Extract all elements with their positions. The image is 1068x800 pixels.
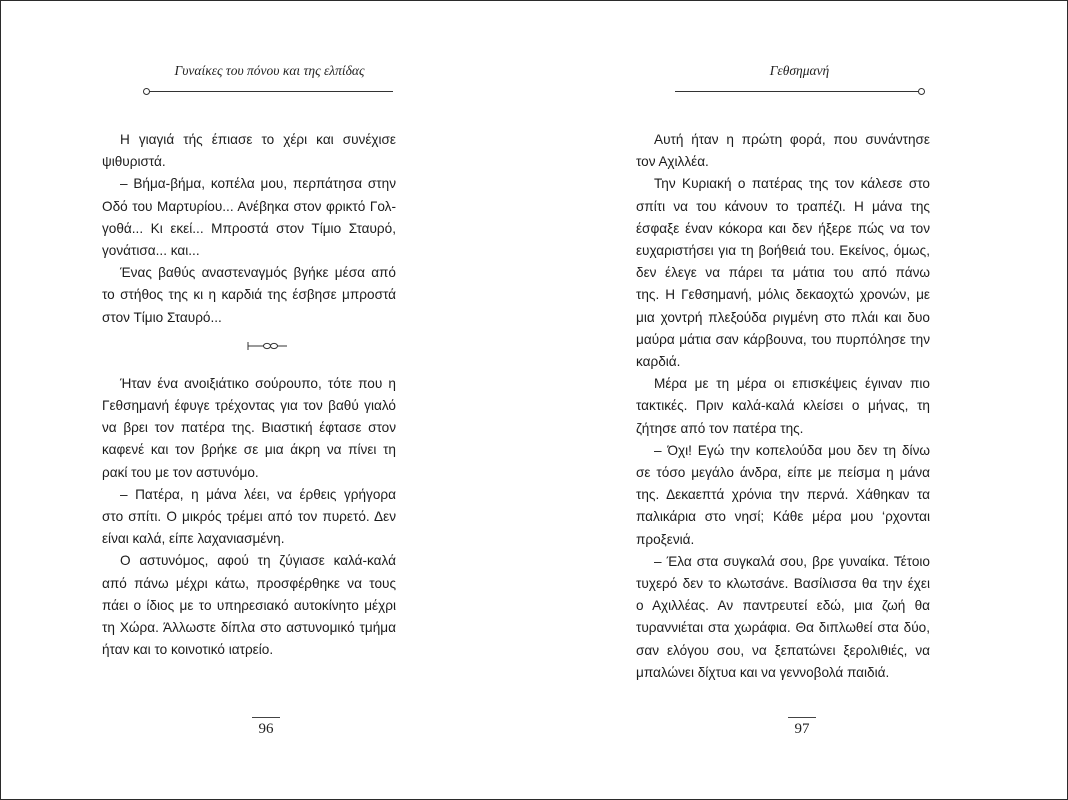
text-line: – Έλα στα συγκαλά σου, βρε γυναίκα. Τέτοιο — [654, 553, 930, 569]
running-head: Γυναίκες του πόνου και της ελπίδας — [174, 63, 365, 78]
text-line: της. Η Γεθσημανή, μόλις δεκαοχτώ χρονών, με — [636, 287, 930, 303]
text-line: στο σπίτι. Ο μικρός τρέμει από τον πυρετό. Δεν — [102, 509, 396, 525]
text-line: σε τόσο μεγάλο άνδρα, είπε με πείσμα η μάνα — [636, 465, 930, 481]
text-line: Ένας βαθύς αναστεναγμός βγήκε μέσα από — [120, 265, 396, 281]
text-line: δεν έλεγε να πάρει τα μάτια του από πάνω — [636, 265, 930, 281]
text-line: Ο αστυνόμος, αφού τη ζύγιασε καλά-καλά — [120, 553, 396, 569]
text-line: ζήτησε από τον πατέρα της. — [636, 420, 804, 436]
header-rule-line — [675, 91, 923, 92]
text-line: γονάτισα... και... — [102, 243, 200, 259]
text-line: – Πατέρα, η μάνα λέει, να έρθεις γρήγορα — [120, 486, 396, 502]
text-line: Αυτή ήταν η πρώτη φορά, που συνάντησε — [654, 132, 930, 147]
text-line: το στήθος της κι η καρδιά της έσβησε μπροστά — [102, 287, 396, 303]
body-text — [102, 129, 396, 661]
text-line: Μέρα με τη μέρα οι επισκέψεις έγιναν πιο — [654, 376, 930, 392]
footer-rule — [788, 717, 816, 718]
text-line: σαν ελόγου σου, να ξεπατώνει ξερολιθιές, να — [636, 642, 930, 658]
header-rule — [145, 87, 393, 97]
text-line: τη Χώρα. Άλλωστε δίπλα στο αστυνομικό τμήμα — [102, 620, 396, 636]
paragraph — [102, 550, 396, 661]
infinity-ornament-icon — [102, 335, 396, 357]
page-number: 97 — [794, 721, 810, 737]
paragraph — [102, 484, 396, 551]
text-line: πάει ο ίδιος με το υπηρεσιακό αυτοκίνητο μέχρι — [102, 597, 396, 613]
right-page — [534, 1, 1068, 799]
text-line: μια χοντρή πλεξούδα ριγμένη στο πλάι και δυο — [636, 309, 930, 325]
text-line: παλικάρια στο νησί; Κάθε μέρα μου ‘ρχονται — [636, 509, 930, 525]
text-line: καφενέ και τον βρήκε σε μια άκρη να πίνει τη — [102, 442, 396, 458]
page-number: 96 — [258, 721, 274, 737]
text-line: μαύρα μάτια σαν κάρβουνα, του πυρπόλησε την — [636, 331, 930, 347]
text-line: καρδιά. — [636, 354, 681, 370]
text-line: ψιθυριστά. — [102, 154, 166, 170]
paragraph — [636, 173, 930, 373]
text-line: Οδό του Μαρτυρίου... Ανέβηκα στον φρικτό Γολ- — [102, 198, 396, 214]
footer-rule — [252, 717, 280, 718]
paragraph — [636, 440, 930, 551]
text-line: Την Κυριακή ο πατέρας της τον κάλεσε στο — [654, 176, 930, 192]
text-line: ο Αχιλλέας. Αν παντρευτεί εδώ, μια ζωή θα — [636, 598, 930, 614]
text-line: της. Δεκαεπτά χρόνια την περνά. Χάθηκαν τα — [636, 487, 930, 503]
paragraph — [636, 551, 930, 684]
left-page — [1, 1, 535, 799]
text-line: έσφαξε έναν κόκορα και δεν ήξερε πώς να τον — [636, 220, 930, 236]
text-line: Γεθσημανή έφυγε τρέχοντας για τον βαθύ γιαλό — [102, 398, 396, 414]
text-line: γοθά... Κι εκεί... Μπροστά στον Τίμιο Σταυρό, — [102, 220, 396, 236]
text-line: Η γιαγιά τής έπιασε το χέρι και συνέχισε — [120, 132, 396, 147]
text-line: – Βήμα-βήμα, κοπέλα μου, περπάτησα στην — [120, 176, 396, 192]
text-line: από πάνω μέχρι κάτω, προσφέρθηκε να τους — [102, 575, 396, 591]
text-line: σπίτι να του κάνουν το τραπέζι. Η μάνα της — [636, 198, 930, 214]
text-line: στον Τίμιο Σταυρό... — [102, 309, 222, 325]
text-line: ρακί του με τον αστυνόμο. — [102, 464, 259, 480]
text-line: ευχαριστήσει για τη βοήθειά του. Εκείνος, όμως, — [636, 243, 930, 259]
text-line: προξενιά. — [636, 531, 695, 547]
running-head: Γεθσημανή — [769, 63, 830, 78]
paragraph — [636, 129, 930, 173]
text-line: ήταν και το κοινοτικό ιατρείο. — [102, 642, 274, 658]
text-line: τυχερό δεν το κλωτσάνε. Βασίλισσα θα την έχει — [636, 576, 930, 592]
text-line: είναι καλά, είπε λαχανιασμένη. — [102, 531, 285, 547]
text-line: τυραννιέται στα χωράφια. Θα διπλωθεί στα δύο, — [636, 620, 930, 636]
text-line: μπαλώνει δίχτυα και να γεννοβολά παιδιά. — [636, 664, 890, 680]
header-rule-dot-icon — [918, 88, 925, 95]
text-line: τον Αχιλλέα. — [636, 154, 709, 170]
text-line: τακτικές. Πριν καλά-καλά κλείσει ο μήνας, τη — [636, 398, 930, 414]
header-rule-dot-icon — [143, 88, 150, 95]
header-rule — [675, 87, 923, 97]
paragraph — [102, 173, 396, 262]
paragraph — [102, 373, 396, 484]
paragraph — [102, 129, 396, 173]
header-rule-line — [145, 91, 393, 92]
paragraph — [636, 373, 930, 440]
text-line: Ήταν ένα ανοιξιάτικο σούρουπο, τότε που η — [120, 375, 396, 391]
text-line: να βρει τον πατέρα της. Βιαστική έφτασε στον — [102, 420, 396, 436]
text-line: – Όχι! Εγώ την κοπελούδα μου δεν τη δίνω — [654, 442, 930, 458]
body-text — [636, 129, 930, 684]
paragraph — [102, 262, 396, 329]
